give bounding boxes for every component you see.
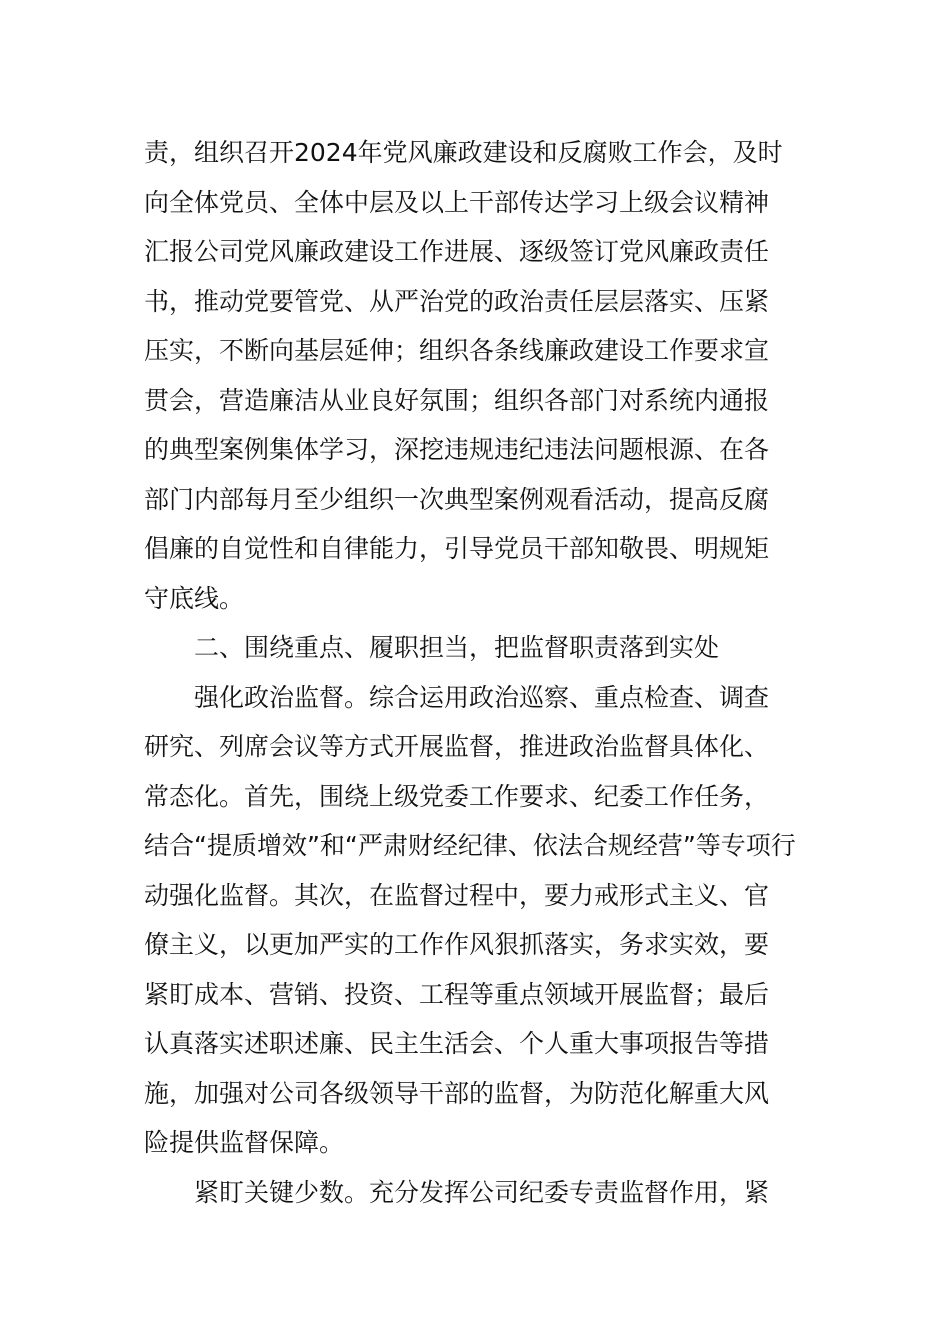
body-text xyxy=(144,128,808,1217)
text-line: 紧盯关键少数。充分发挥公司纪委专责监督作用，紧 xyxy=(194,1177,770,1207)
text-line: 紧盯成本、营销、投资、工程等重点领域开展监督；最后 xyxy=(144,979,770,1009)
text-line: 倡廉的自觉性和自律能力，引导党员干部知敬畏、明规矩 xyxy=(144,534,770,563)
text-line: 向全体党员、全体中层及以上干部传达学习上级会议精神 xyxy=(144,187,770,217)
text-line: 书，推动党要管党、从严治党的政治责任层层落实、压紧 xyxy=(144,286,770,316)
text-line: 研究、列席会议等方式开展监督，推进政治监督具体化、 xyxy=(144,732,770,761)
text-line: 动强化监督。其次，在监督过程中，要力戒形式主义、官 xyxy=(144,880,770,910)
text-line: 汇报公司党风廉政建设工作进展、逐级签订党风廉政责任 xyxy=(144,237,770,266)
text-line: 认真落实述职述廉、民主生活会、个人重大事项报告等措 xyxy=(144,1029,770,1058)
text-line: 僚主义，以更加严实的工作作风狠抓落实，务求实效，要 xyxy=(144,930,770,959)
text-line: 常态化。首先，围绕上级党委工作要求、纪委工作任务， xyxy=(144,781,770,811)
section-heading: 二、围绕重点、履职担当，把监督职责落到实处 xyxy=(194,633,720,662)
text-line: 部门内部每月至少组织一次典型案例观看活动，提高反腐 xyxy=(144,484,770,514)
text-line: 的典型案例集体学习，深挖违规违纪违法问题根源、在各 xyxy=(144,435,770,464)
text-line: 强化政治监督。综合运用政治巡察、重点检查、调查 xyxy=(194,682,770,712)
text-line: 责，组织召开2024年党风廉政建设和反腐败工作会，及时 xyxy=(144,138,783,167)
text-line: 结合“提质增效”和“严肃财经纪律、依法合规经营”等专项行 xyxy=(144,831,796,860)
text-line: 守底线。 xyxy=(144,583,245,613)
text-line: 施，加强对公司各级领导干部的监督，为防范化解重大风 xyxy=(144,1078,770,1108)
text-line: 贯会，营造廉洁从业良好氛围；组织各部门对系统内通报 xyxy=(144,385,770,415)
text-line: 险提供监督保障。 xyxy=(144,1128,345,1157)
text-line: 压实，不断向基层延伸；组织各条线廉政建设工作要求宣 xyxy=(144,336,770,365)
